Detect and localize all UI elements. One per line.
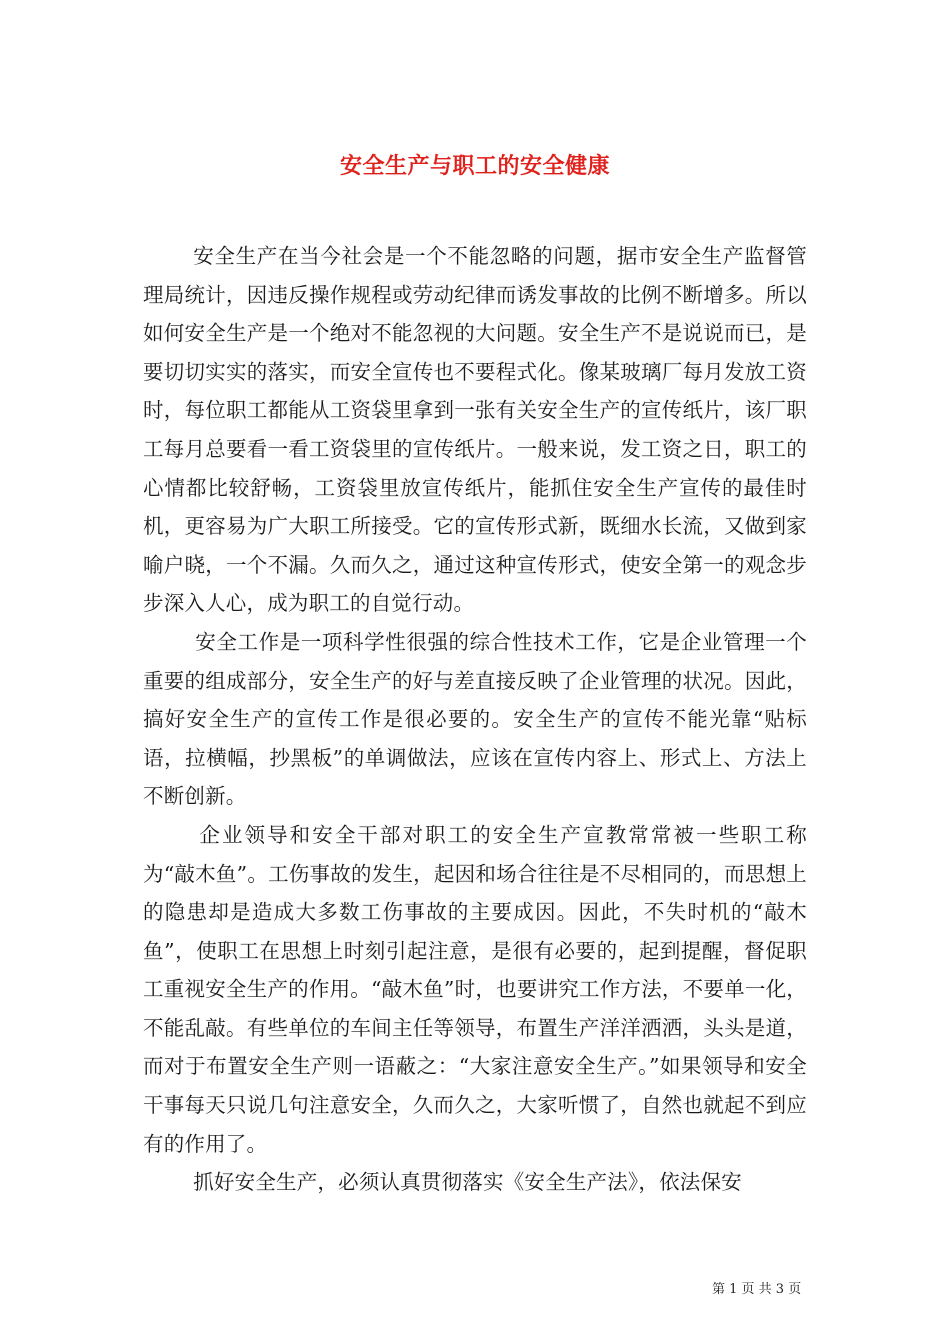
body-paragraph: 企业领导和安全干部对职工的安全生产宣教常常被一些职工称为“敲木鱼”。工伤事故的发生，起因和场合往往是不尽相同的，而思想上的隐患却是造成大多数工伤事故的主要成因。因此，不失时机的“敲木鱼”，使职工在思想上时刻引起注意，是很有必要的，起到提醒，督促职工重视安全生产的作用。“敲木鱼”时，也要讲究工作方法，不要单一化，不能乱敲。有些单位的车间主任等领导，布置生产洋洋洒洒，头头是道，而对于布置安全生产则一语蔽之：“大家注意安全生产。”如果领导和安全干事每天只说几句注意安全，久而久之，大家听惯了，自然也就起不到应有的作用了。 xyxy=(143,822,807,1156)
page-number: 第 1 页 共 3 页 xyxy=(712,1282,802,1297)
document-title: 安全生产与职工的安全健康 xyxy=(339,152,610,179)
body-paragraph: 抓好安全生产，必须认真贯彻落实《安全生产法》，依法保安 xyxy=(193,1170,742,1195)
body-paragraph: 安全生产在当今社会是一个不能忽略的问题，据市安全生产监督管理局统计，因违反操作规程或劳动纪律而诱发事故的比例不断增多。所以如何安全生产是一个绝对不能忽视的大问题。安全生产不是说说而已，是要切切实实的落实，而安全宣传也不要程式化。像某玻璃厂每月发放工资时，每位职工都能从工资袋里拿到一张有关安全生产的宣传纸片，该厂职工每月总要看一看工资袋里的宣传纸片。一般来说，发工资之日，职工的心情都比较舒畅，工资袋里放宣传纸片，能抓住安全生产宣传的最佳时机，更容易为广大职工所接受。它的宣传形式新，既细水长流，又做到家喻户晓，一个不漏。久而久之，通过这种宣传形式，使安全第一的观念步步深入人心，成为职工的自觉行动。 xyxy=(143,244,807,616)
document-body xyxy=(143,237,807,1202)
body-paragraph: 安全工作是一项科学性很强的综合性技术工作，它是企业管理一个重要的组成部分，安全生产的好与差直接反映了企业管理的状况。因此，搞好安全生产的宣传工作是很必要的。安全生产的宣传不能光靠“贴标语，拉横幅，抄黑板”的单调做法，应该在宣传内容上、形式上、方法上不断创新。 xyxy=(143,629,807,809)
